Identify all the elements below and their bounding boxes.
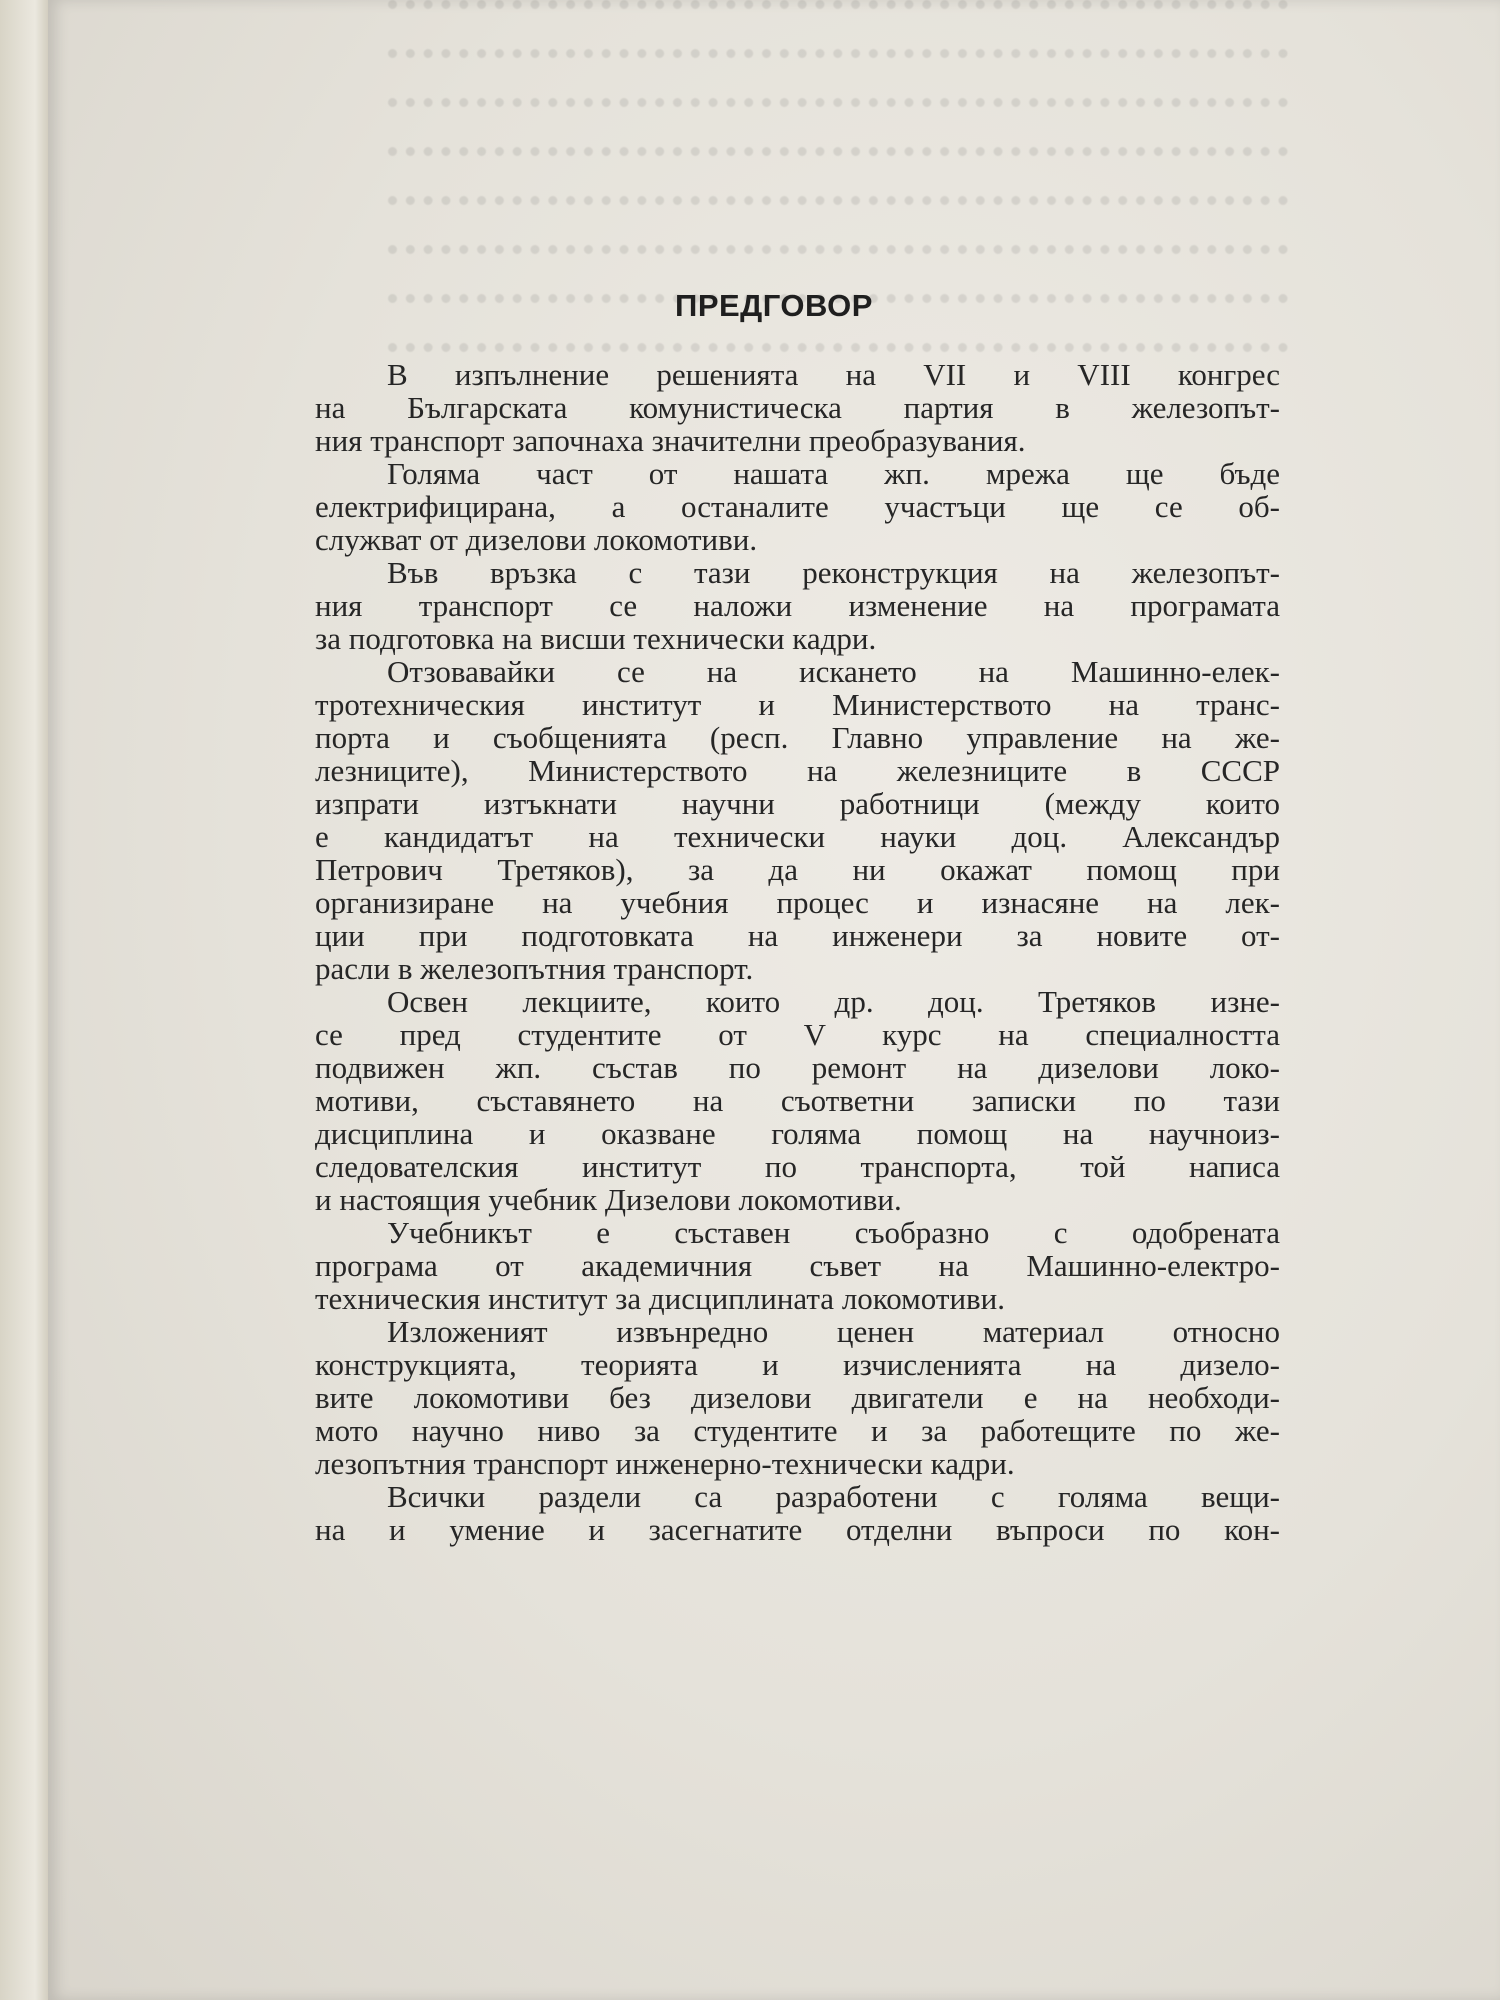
text-line: дисциплина и оказване голяма помощ на научноиз- (315, 1116, 1280, 1151)
text-line: В изпълнение решенията на VII и VIII конгрес (387, 357, 1280, 392)
text-line: Петрович Третяков), за да ни окажат помощ при (315, 852, 1280, 887)
text-line: расли в железопътния транспорт. (315, 951, 754, 986)
text-line: и настоящия учебник Дизелови локомотиви. (315, 1182, 902, 1217)
text-line: ния транспорт започнаха значителни преобразувания. (315, 423, 1026, 458)
text-line: Освен лекциите, които др. доц. Третяков изне- (387, 984, 1280, 1019)
text-line: служват от дизелови локомотиви. (315, 522, 758, 557)
text-line: конструкцията, теорията и изчисленията на дизело- (315, 1347, 1280, 1382)
text-line: лезниците), Министерството на железниците в СССР (315, 753, 1280, 788)
text-line: Голяма част от нашата жп. мрежа ще бъде (387, 456, 1280, 491)
paragraph (315, 556, 1280, 655)
text-line: порта и съобщенията (респ. Главно управление на же- (315, 720, 1280, 755)
text-line: на и умение и засегнатите отделни въпроси по кон- (315, 1512, 1280, 1547)
text-line: Учебникът е съставен съобразно с одобрената (387, 1215, 1280, 1250)
body-text (315, 358, 1280, 1546)
text-line: мотиви, съставянето на съответни записки по тази (315, 1083, 1280, 1118)
text-line: изпрати изтъкнати научни работници (между които (315, 786, 1280, 821)
text-line: тротехническия институт и Министерството на транс- (315, 687, 1280, 722)
paragraph (315, 358, 1280, 457)
text-line: ции при подготовката на инженери за новите от- (315, 918, 1280, 953)
text-line: е кандидатът на технически науки доц. Александър (315, 819, 1280, 854)
text-line: се пред студентите от V курс на специалността (315, 1017, 1280, 1052)
text-line: лезопътния транспорт инженерно-технически кадри. (315, 1446, 1015, 1481)
text-line: Във връзка с тази реконструкция на железопът- (387, 555, 1280, 590)
text-line: техническия институт за дисциплината локомотиви. (315, 1281, 1006, 1316)
page-title: ПРЕДГОВОР (675, 288, 873, 323)
text-line: програма от академичния съвет на Машинно-електро- (315, 1248, 1280, 1283)
paragraph (315, 1216, 1280, 1315)
text-line: подвижен жп. състав по ремонт на дизелови локо- (315, 1050, 1280, 1085)
paragraph (315, 655, 1280, 985)
text-line: мото научно ниво за студентите и за работещите по же- (315, 1413, 1280, 1448)
book-page (48, 0, 1500, 2000)
text-line: ния транспорт се наложи изменение на програмата (315, 588, 1280, 623)
text-line: Отзовавайки се на искането на Машинно-елек- (387, 654, 1280, 689)
paragraph (315, 457, 1280, 556)
text-line: Всички раздели са разработени с голяма вещи- (387, 1479, 1280, 1514)
text-line: за подготовка на висши технически кадри. (315, 621, 877, 656)
text-line: на Българската комунистическа партия в железопът- (315, 390, 1280, 425)
text-line: Изложеният извънредно ценен материал относно (387, 1314, 1280, 1349)
paragraph (315, 1315, 1280, 1480)
book-binding-edge (0, 0, 50, 2000)
paragraph (315, 985, 1280, 1216)
paragraph (315, 1480, 1280, 1546)
text-line: вите локомотиви без дизелови двигатели е на необходи- (315, 1380, 1280, 1415)
text-line: следователския институт по транспорта, той написа (315, 1149, 1280, 1184)
text-line: електрифицирана, а останалите участъци ще се об- (315, 489, 1280, 524)
text-line: организиране на учебния процес и изнасяне на лек- (315, 885, 1280, 920)
